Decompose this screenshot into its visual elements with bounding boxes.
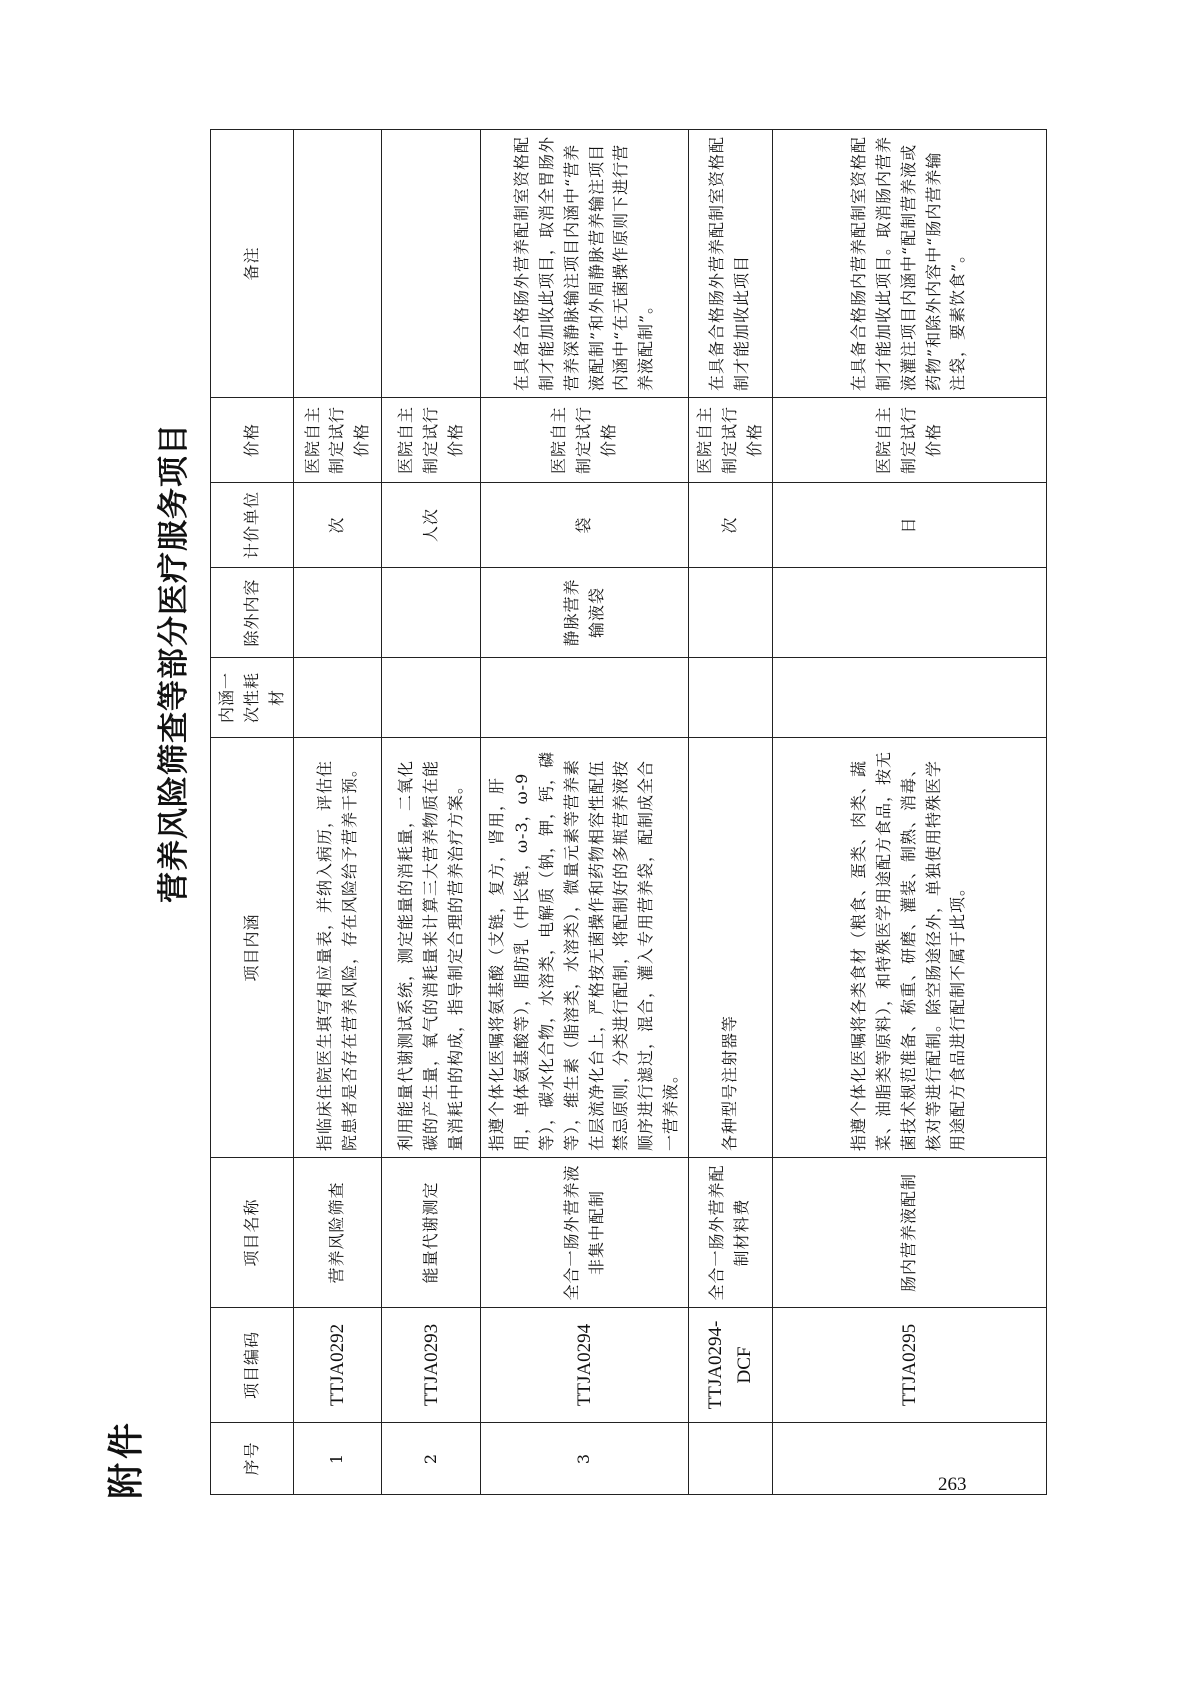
cell-excluded [382,568,481,658]
page-number: 263 [938,1474,967,1495]
cell-consumable [688,658,772,738]
page-title: 营养风险筛查等部分医疗服务项目 [156,423,192,903]
cell-price: 医院自主制定试行价格 [382,398,481,483]
cell-content: 利用能量代谢测试系统，测定能量的消耗量，二氧化碳的产生量，氧气的消耗量来计算三大营养物质在能量消耗中的构成，指导制定合理的营养治疗方案。 [382,738,481,1158]
header-excluded: 除外内容 [211,568,294,658]
header-code: 项目编码 [211,1308,294,1423]
cell-name: 能量代谢测定 [382,1158,481,1308]
cell-seq: 2 [382,1423,481,1495]
table-header-row [211,130,294,1495]
header-seq: 序号 [211,1423,294,1495]
header-name: 项目名称 [211,1158,294,1308]
cell-code: TTJA0293 [382,1308,481,1423]
cell-name: 肠内营养液配制 [772,1158,1046,1308]
cell-remark [382,130,481,398]
header-content: 项目内涵 [211,738,294,1158]
cell-name: 营养风险筛查 [294,1158,382,1308]
cell-consumable [481,658,688,738]
cell-price: 医院自主制定试行价格 [481,398,688,483]
cell-seq: 3 [481,1423,688,1495]
cell-consumable [294,658,382,738]
table-row [688,130,772,1495]
cell-remark: 在具备合格肠内营养配制室资格配制才能加收此项目。取消肠内营养液灌注项目内涵中“配制营养液或药物”和除外内容中“肠内营养输注袋，要素饮食”。 [772,130,1046,398]
cell-seq [688,1423,772,1495]
table-row [481,130,688,1495]
cell-content: 指遵个体化医嘱将各类食材（粮食、蛋类、肉类、蔬菜、油脂类等原料），和特殊医学用途配方食品，按无菌技术规范准备、称重、研磨、灌装、制熟、消毒、核对等进行配制。除空肠途径外，单独使用特殊医学用途配方食品进行配制不属于此项。 [772,738,1046,1158]
cell-price: 医院自主制定试行价格 [688,398,772,483]
cell-unit: 次 [294,483,382,568]
cell-unit: 人次 [382,483,481,568]
header-remark: 备注 [211,130,294,398]
header-price: 价格 [211,398,294,483]
cell-remark: 在具备合格肠外营养配制室资格配制才能加收此项目，取消全胃肠外营养深静脉输注项目内涵中“营养液配制”和外周静脉营养输注项目内涵中“在无菌操作原则下进行营养液配制”。 [481,130,688,398]
cell-name: 全合一肠外营养液非集中配制 [481,1158,688,1308]
cell-name: 全合一肠外营养配制材料费 [688,1158,772,1308]
header-unit: 计价单位 [211,483,294,568]
cell-unit: 次 [688,483,772,568]
cell-code: TTJA0294 [481,1308,688,1423]
cell-unit: 日 [772,483,1046,568]
cell-consumable [382,658,481,738]
cell-seq [772,1423,1046,1495]
cell-code: TTJA0292 [294,1308,382,1423]
cell-content: 指临床住院医生填写相应量表，并纳入病历，评估住院患者是否存在营养风险，存在风险给予营养干预。 [294,738,382,1158]
cell-seq: 1 [294,1423,382,1495]
cell-price: 医院自主制定试行价格 [772,398,1046,483]
cell-consumable [772,658,1046,738]
cell-excluded [772,568,1046,658]
cell-remark [294,130,382,398]
cell-unit: 袋 [481,483,688,568]
table-row [772,130,1046,1495]
cell-code: TTJA0295 [772,1308,1046,1423]
attachment-label: 附件 [106,1418,147,1499]
table-row [294,130,382,1495]
cell-code: TTJA0294-DCF [688,1308,772,1423]
cell-remark: 在具备合格肠外营养配制室资格配制才能加收此项目 [688,130,772,398]
cell-content: 指遵个体化医嘱将氨基酸（支链，复方，肾用，肝用，单体氨基酸等），脂肪乳（中长链，ω-3，ω-9等），碳水化合物，水溶类，电解质（钠，钾，钙，磷等），维生素（脂溶类，水溶类），微量元素等营养素在层流净化台上，严格按无菌操作和药物相容性配伍禁忌原则，分类进行配制，将配制好的多瓶营养液按顺序进行滤过，混合，灌入专用营养袋，配制成全合一营养液。 [481,738,688,1158]
cell-excluded: 静脉营养输液袋 [481,568,688,658]
header-consumable: 内涵一次性耗材 [211,658,294,738]
cell-excluded [688,568,772,658]
cell-price: 医院自主制定试行价格 [294,398,382,483]
cell-content: 各种型号注射器等 [688,738,772,1158]
cell-excluded [294,568,382,658]
service-items-table [210,129,1047,1495]
table-row [382,130,481,1495]
